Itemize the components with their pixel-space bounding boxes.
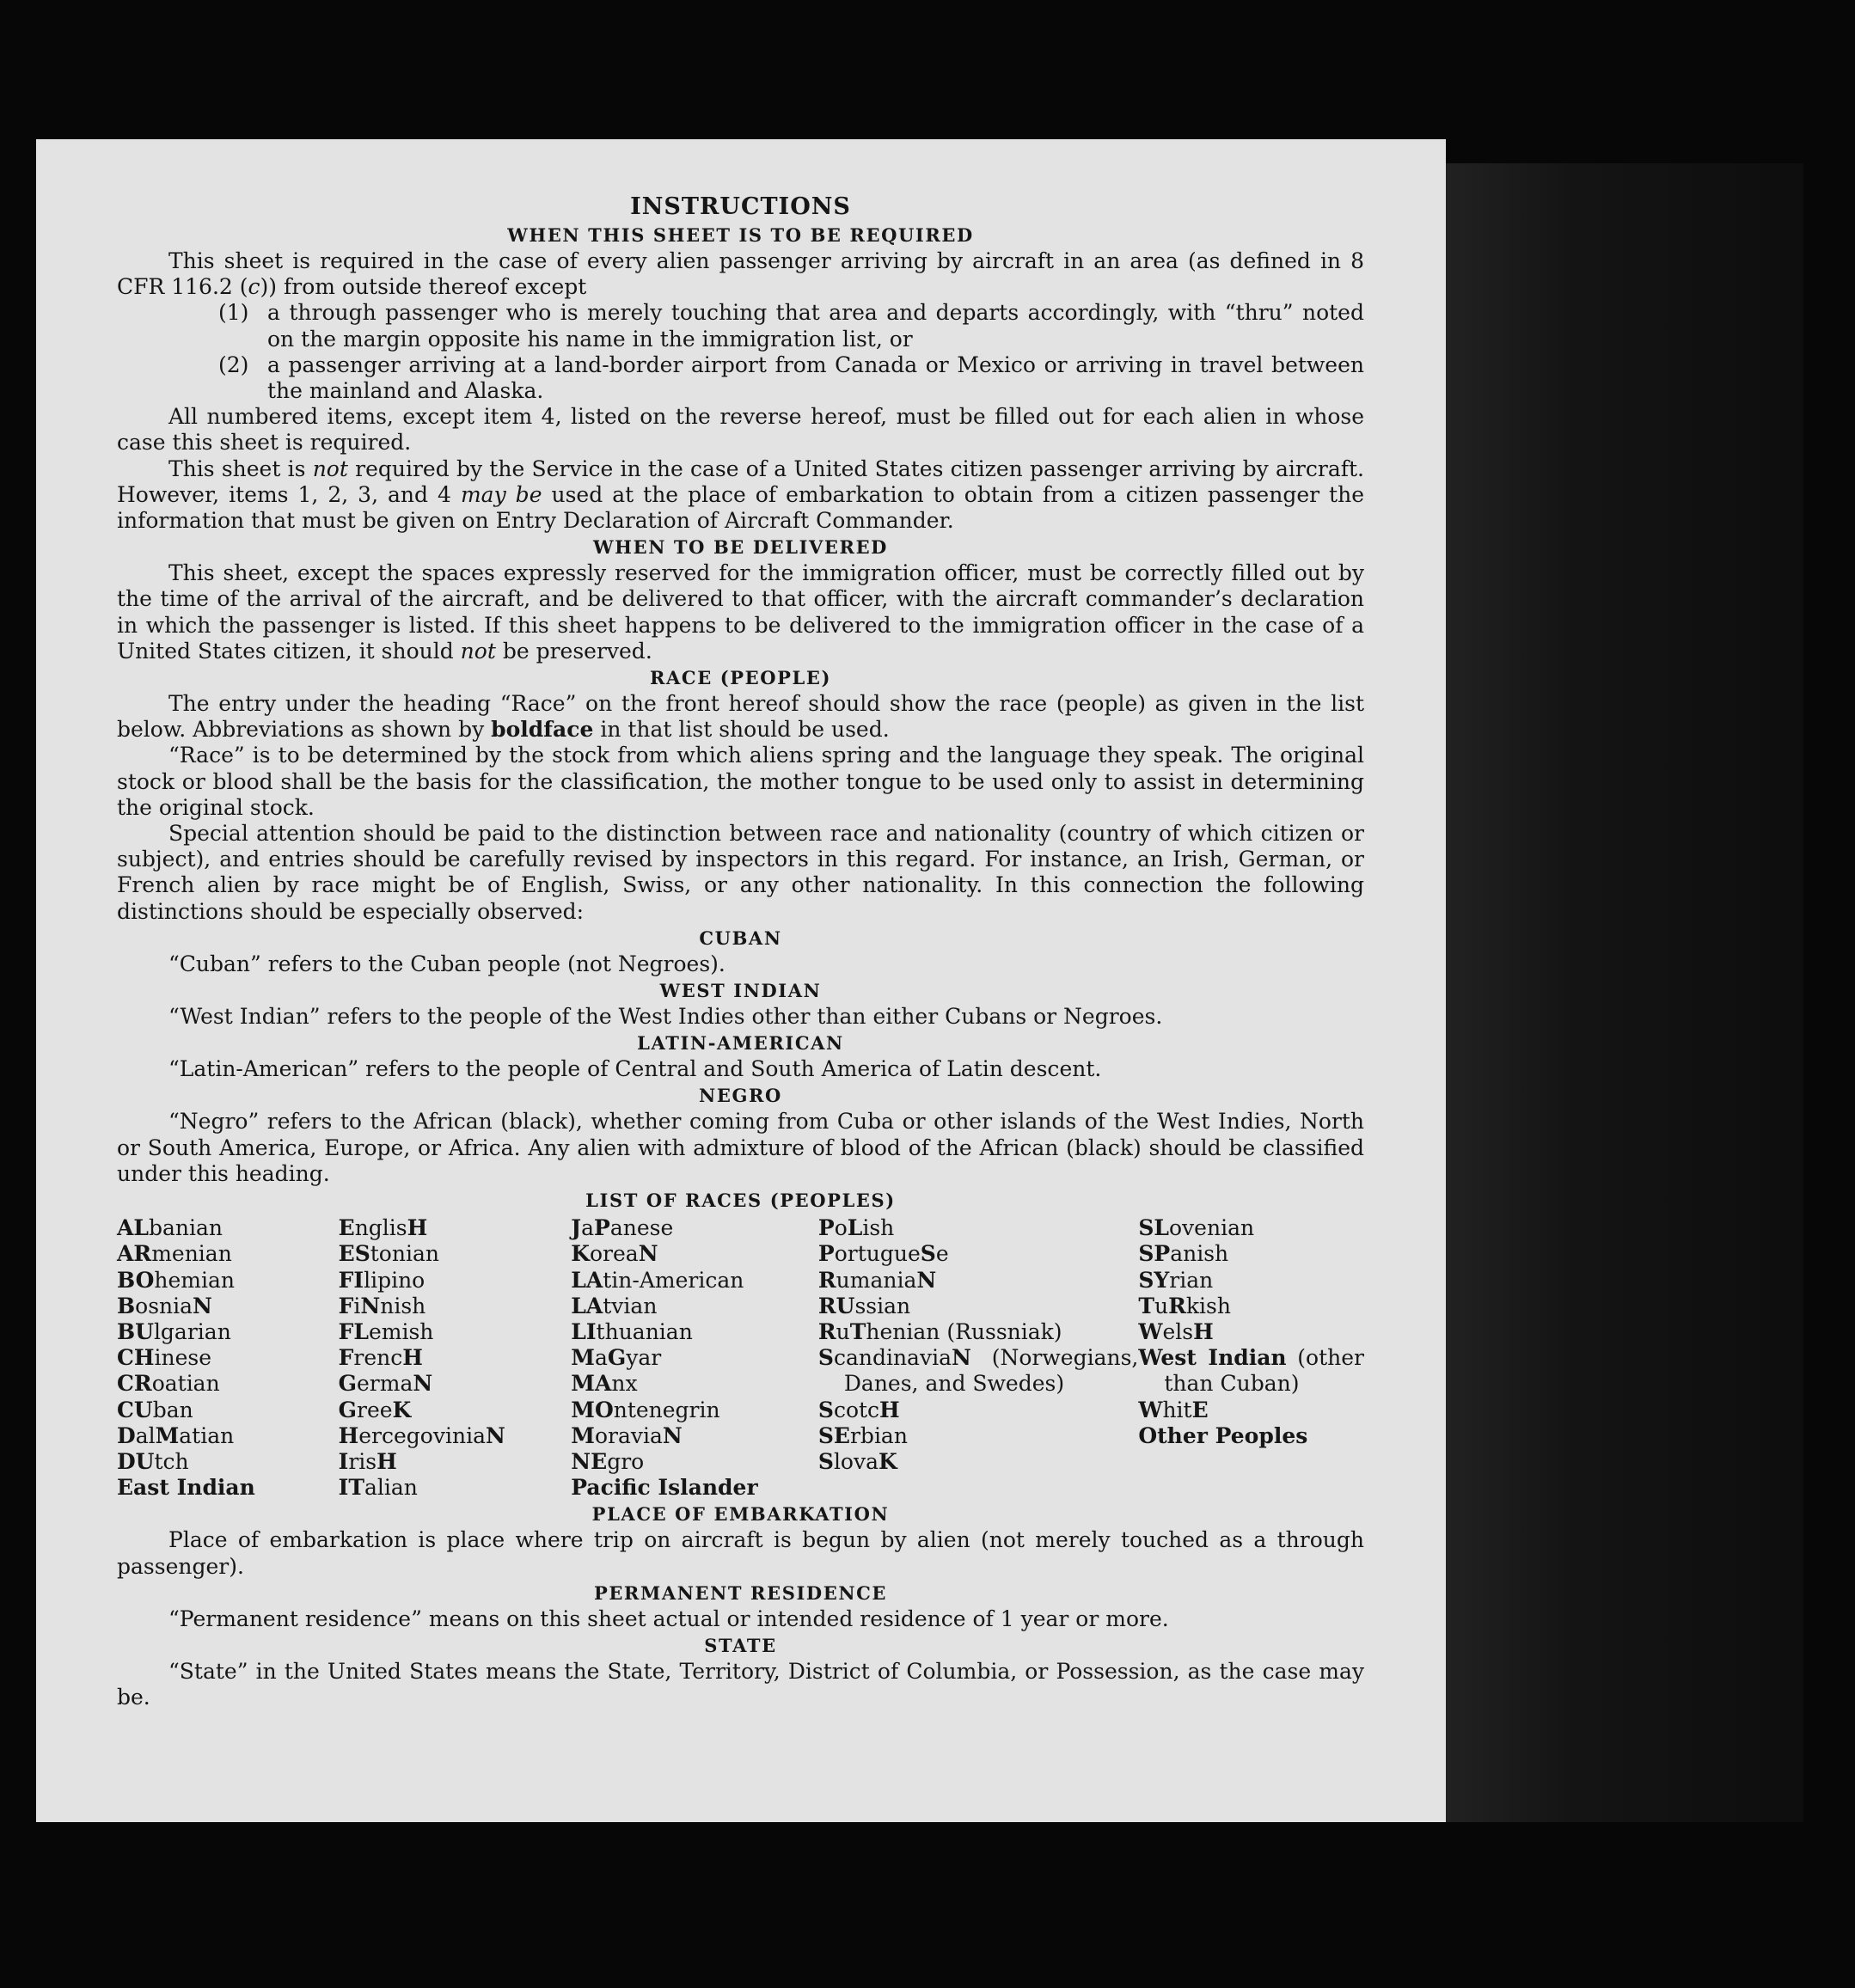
race-name-part: nx: [611, 1371, 638, 1397]
race-item: [818, 1449, 1138, 1475]
race-abbreviation: N: [916, 1267, 937, 1293]
race-abbreviation: N: [485, 1422, 505, 1448]
race-name-part: lova: [833, 1448, 879, 1474]
race-item: [339, 1319, 572, 1345]
race-abbreviation: P: [817, 1215, 835, 1241]
heading-race: RACE (PEOPLE): [649, 667, 832, 689]
race-item: [1138, 1294, 1364, 1319]
race-item: [571, 1371, 818, 1397]
race-abbreviation: S: [817, 1397, 834, 1422]
race-abbreviation: K: [571, 1241, 590, 1267]
race-item: [571, 1345, 818, 1371]
race-abbreviation: LA: [571, 1267, 603, 1293]
race-abbreviation: N: [360, 1293, 381, 1318]
race-item: [818, 1345, 1138, 1397]
heading-state: STATE: [704, 1634, 777, 1656]
race-abbreviation: N: [951, 1345, 971, 1371]
race-abbreviation: R: [817, 1267, 836, 1293]
race-item: [571, 1241, 818, 1267]
race-abbreviation: M: [155, 1422, 180, 1448]
race-name-part: anish: [1170, 1241, 1229, 1267]
race-abbreviation: LA: [571, 1293, 603, 1318]
paragraph-state: “State” in the United States means the State, Territory, District of Columbia, or Possession, as the case may be.: [117, 1658, 1364, 1710]
race-name-part: atian: [179, 1422, 235, 1448]
race-name-part: umania: [836, 1267, 917, 1293]
race-item: [818, 1241, 1138, 1267]
race-name-part: tonian: [370, 1241, 439, 1267]
paragraph-delivered: This sheet, except the spaces expressly reserved for the immigration officer, must be correctly filled out by the time of the arrival of the aircraft, and be delivered to that officer, with the aircraft commander’s declaration in which the passenger is listed. If this sheet happens to be delivered to the immigration officer in the case of a United States citizen, it should not be preserved.: [117, 560, 1364, 664]
race-name-part: banian: [148, 1215, 223, 1241]
race-item: [818, 1294, 1138, 1319]
race-item: [818, 1268, 1138, 1294]
race-abbreviation: J: [571, 1215, 582, 1241]
race-abbreviation: P: [817, 1241, 835, 1267]
paragraph-latin-american: “Latin-American” refers to the people of Central and South America of Latin descent.: [168, 1056, 1102, 1082]
race-abbreviation: H: [879, 1397, 900, 1422]
race-abbreviation: S: [920, 1241, 936, 1267]
race-abbreviation: W: [1138, 1397, 1163, 1422]
paragraph-negro: “Negro” refers to the African (black), whether coming from Cuba or other islands of the West Indies, North or South America, Europe, or Africa. Any alien with admixture of blood of the African (black) should be classified under this heading.: [117, 1109, 1364, 1186]
race-abbreviation: R: [817, 1318, 836, 1344]
paragraph-west-indian: “West Indian” refers to the people of the West Indies other than either Cubans or Negroes.: [168, 1004, 1163, 1030]
race-abbreviation: ES: [338, 1241, 370, 1267]
race-name-part: rbian: [849, 1422, 908, 1448]
race-item: [339, 1449, 572, 1475]
race-abbreviation: G: [338, 1397, 357, 1422]
race-name-part: yar: [626, 1345, 662, 1371]
race-abbreviation: East Indian: [117, 1475, 255, 1501]
race-name-part: nish: [380, 1293, 426, 1318]
race-item: [1138, 1268, 1364, 1294]
race-abbreviation: Other Peoples: [1138, 1422, 1308, 1448]
heading-cuban: CUBAN: [699, 927, 782, 949]
race-abbreviation: E: [338, 1215, 355, 1241]
race-abbreviation: DU: [117, 1448, 155, 1474]
race-name-part: els: [1162, 1318, 1194, 1344]
race-abbreviation: West Indian: [1138, 1345, 1287, 1371]
race-name-part: alian: [364, 1475, 418, 1501]
race-abbreviation: CR: [117, 1371, 152, 1397]
race-name-part: al: [135, 1422, 156, 1448]
race-abbreviation: F: [338, 1293, 354, 1318]
race-abbreviation: K: [392, 1397, 412, 1422]
race-abbreviation: B: [117, 1293, 136, 1318]
race-abbreviation: RU: [817, 1293, 855, 1318]
race-item: [339, 1241, 572, 1267]
race-name-part: menian: [151, 1241, 232, 1267]
paragraph-numbered-items: All numbered items, except item 4, listed on the reverse hereof, must be filled out for each alien in whose case this sheet is required.: [117, 404, 1364, 456]
instruction-sheet: [36, 139, 1446, 1822]
race-abbreviation: M: [571, 1422, 595, 1448]
race-abbreviation: I: [338, 1448, 349, 1474]
race-abbreviation: G: [607, 1345, 627, 1371]
race-name-part: gro: [607, 1448, 645, 1474]
heading-residence: PERMANENT RESIDENCE: [593, 1581, 888, 1604]
race-name-part: lgarian: [153, 1318, 231, 1344]
race-abbreviation: FI: [338, 1267, 364, 1293]
race-name-part: (Norwegians, Danes, and Swedes): [843, 1345, 1139, 1397]
race-abbreviation: CH: [117, 1345, 155, 1371]
race-name-part: oravia: [594, 1422, 663, 1448]
race-name-part: orea: [590, 1241, 639, 1267]
race-abbreviation: S: [817, 1345, 834, 1371]
race-column: [117, 1215, 339, 1501]
race-abbreviation: E: [1191, 1397, 1209, 1422]
race-item: [117, 1345, 339, 1371]
race-abbreviation: CU: [117, 1397, 153, 1422]
race-name-part: renc: [353, 1345, 403, 1371]
race-abbreviation: S: [817, 1448, 834, 1474]
race-name-part: ree: [357, 1397, 393, 1422]
race-abbreviation: SY: [1138, 1267, 1170, 1293]
race-abbreviation: W: [1138, 1318, 1163, 1344]
page-title: INSTRUCTIONS: [630, 193, 851, 220]
race-item: [339, 1268, 572, 1294]
race-name-part: ovenian: [1169, 1215, 1255, 1241]
race-abbreviation: SL: [1138, 1215, 1169, 1241]
race-item: [571, 1449, 818, 1475]
race-item: [571, 1215, 818, 1241]
race-name-part: rian: [1169, 1267, 1214, 1293]
race-abbreviation: M: [571, 1345, 595, 1371]
heading-west-indian: WEST INDIAN: [659, 980, 822, 1002]
race-abbreviation: D: [117, 1422, 136, 1448]
race-name-part: hemian: [154, 1267, 235, 1293]
race-abbreviation: T: [849, 1318, 866, 1344]
paragraph-embarkation: Place of embarkation is place where trip on aircraft is begun by alien (not merely touched as a through passenger).: [117, 1527, 1364, 1579]
race-name-part: o: [834, 1215, 848, 1241]
background-page-edge: [1442, 163, 1803, 1822]
race-item: [571, 1398, 818, 1423]
race-item: [1138, 1319, 1364, 1345]
race-item: [339, 1398, 572, 1423]
race-name-part: candinavia: [833, 1345, 952, 1371]
race-column: [1138, 1215, 1364, 1501]
race-item: [1138, 1423, 1364, 1449]
race-item: [339, 1475, 572, 1501]
race-item: [571, 1423, 818, 1449]
race-abbreviation: AL: [117, 1215, 149, 1241]
paragraph-race-1: The entry under the heading “Race” on the front hereof should show the race (people) as given in the list below. Abbreviations as shown by boldface in that list should be used.: [117, 691, 1364, 743]
race-item: [117, 1294, 339, 1319]
race-item: [339, 1371, 572, 1397]
race-name-part: tin-American: [603, 1267, 744, 1293]
race-name-part: tvian: [603, 1293, 658, 1318]
race-abbreviation: SE: [817, 1422, 850, 1448]
race-item: [117, 1319, 339, 1345]
race-abbreviation: H: [407, 1215, 428, 1241]
race-item: [1138, 1398, 1364, 1423]
race-name-part: (other than Cuban): [1164, 1345, 1364, 1397]
race-abbreviation: K: [879, 1448, 897, 1474]
race-item: [339, 1294, 572, 1319]
race-name-part: osnia: [135, 1293, 193, 1318]
race-item: [818, 1423, 1138, 1449]
race-abbreviation: N: [413, 1371, 433, 1397]
race-column: [818, 1215, 1138, 1501]
race-abbreviation: H: [377, 1448, 397, 1474]
race-abbreviation: AR: [117, 1241, 152, 1267]
race-name-part: u: [836, 1318, 850, 1344]
race-name-part: i: [353, 1293, 361, 1318]
race-name-part: inese: [154, 1345, 212, 1371]
heading-list-of-races: LIST OF RACES (PEOPLES): [585, 1190, 896, 1212]
race-item: [339, 1423, 572, 1449]
race-list: [117, 1215, 1364, 1501]
race-item: [818, 1398, 1138, 1423]
race-abbreviation: LI: [571, 1318, 597, 1344]
heading-latin-american: LATIN-AMERICAN: [637, 1032, 844, 1055]
race-abbreviation: G: [338, 1371, 357, 1397]
heading-negro: NEGRO: [699, 1085, 782, 1107]
exception-item-1: (1) a through passenger who is merely touching that area and departs accordingly, with “thru” noted on the margin opposite his name in the immigration list, or: [218, 300, 1364, 352]
race-name-part: tch: [154, 1448, 189, 1474]
race-item: [117, 1398, 339, 1423]
race-item: [1138, 1345, 1364, 1397]
race-abbreviation: SP: [1138, 1241, 1171, 1267]
race-item: [117, 1475, 339, 1501]
race-name-part: ntenegrin: [613, 1397, 720, 1422]
race-item: [571, 1268, 818, 1294]
race-item: [818, 1319, 1138, 1345]
race-abbreviation: MO: [571, 1397, 614, 1422]
race-name-part: thuanian: [596, 1318, 693, 1344]
race-abbreviation: N: [662, 1422, 683, 1448]
race-name-part: ssian: [854, 1293, 911, 1318]
race-name-part: a: [581, 1215, 595, 1241]
paragraph-cuban: “Cuban” refers to the Cuban people (not Negroes).: [168, 951, 725, 976]
heading-when-required: WHEN THIS SHEET IS TO BE REQUIRED: [507, 224, 974, 246]
race-abbreviation: F: [338, 1345, 354, 1371]
race-item: [117, 1449, 339, 1475]
race-name-part: ban: [152, 1397, 193, 1422]
race-item: [571, 1475, 818, 1501]
race-abbreviation: L: [847, 1215, 863, 1241]
paragraph-required: This sheet is required in the case of every alien passenger arriving by aircraft in an area (as defined in 8 CFR 116.2 (c)) from outside thereof except: [117, 248, 1364, 300]
race-item: [339, 1345, 572, 1371]
race-name-part: kish: [1185, 1293, 1231, 1318]
race-name-part: lipino: [364, 1267, 425, 1293]
paragraph-residence: “Permanent residence” means on this sheet actual or intended residence of 1 year or more.: [168, 1606, 1169, 1631]
race-item: [117, 1423, 339, 1449]
race-name-part: emish: [368, 1318, 434, 1344]
race-abbreviation: T: [1138, 1293, 1154, 1318]
race-name-part: ish: [862, 1215, 895, 1241]
heading-embarkation: PLACE OF EMBARKATION: [591, 1503, 890, 1526]
race-abbreviation: N: [638, 1241, 658, 1267]
race-abbreviation: FL: [338, 1318, 369, 1344]
heading-when-delivered: WHEN TO BE DELIVERED: [592, 536, 888, 559]
race-name-part: ris: [348, 1448, 377, 1474]
race-name-part: cotc: [833, 1397, 880, 1422]
race-name-part: erma: [357, 1371, 413, 1397]
paragraph-citizen: This sheet is not required by the Service in the case of a United States citizen passenger arriving by aircraft. However, items 1, 2, 3, and 4 may be used at the place of embarkation to obtain from a citizen passenger the information that must be given on Entry Declaration of Aircraft Commander.: [117, 456, 1365, 534]
race-name-part: ortugue: [834, 1241, 921, 1267]
race-name-part: a: [594, 1345, 608, 1371]
paragraph-race-3: Special attention should be paid to the distinction between race and nationality (country of which citizen or subject), and entries should be carefully revised by inspectors in this regard. For instance, an Irish, German, or French alien by race might be of English, Swiss, or any other nationality. In this connection the following distinctions should be especially observed:: [117, 821, 1364, 924]
race-abbreviation: H: [1193, 1318, 1214, 1344]
paragraph-race-2: “Race” is to be determined by the stock from which aliens spring and the language they speak. The original stock or blood shall be the basis for the classification, the mother tongue to be used only to assist in determining the original stock.: [117, 743, 1364, 820]
race-item: [1138, 1241, 1364, 1267]
race-column: [571, 1215, 818, 1501]
race-abbreviation: NE: [571, 1448, 608, 1474]
exception-item-2: (2) a passenger arriving at a land-border airport from Canada or Mexico or arriving in travel between the mainland and Alaska.: [218, 352, 1364, 404]
race-abbreviation: H: [338, 1422, 359, 1448]
race-item: [339, 1215, 572, 1241]
race-name-part: henian (Russniak): [866, 1318, 1062, 1344]
race-item: [117, 1268, 339, 1294]
race-item: [571, 1294, 818, 1319]
race-abbreviation: P: [594, 1215, 610, 1241]
race-abbreviation: MA: [571, 1371, 612, 1397]
race-abbreviation: R: [1168, 1293, 1186, 1318]
race-name-part: ercegovinia: [358, 1422, 486, 1448]
race-name-part: e: [935, 1241, 949, 1267]
race-item: [117, 1215, 339, 1241]
race-abbreviation: Pacific Islander: [571, 1475, 758, 1501]
race-abbreviation: H: [402, 1345, 423, 1371]
race-abbreviation: N: [193, 1293, 212, 1318]
race-name-part: hit: [1162, 1397, 1192, 1422]
race-name-part: u: [1154, 1293, 1169, 1318]
race-abbreviation: BU: [117, 1318, 154, 1344]
race-item: [1138, 1215, 1364, 1241]
race-abbreviation: IT: [338, 1475, 364, 1501]
race-item: [117, 1371, 339, 1397]
race-item: [117, 1241, 339, 1267]
race-abbreviation: BO: [117, 1267, 155, 1293]
race-item: [571, 1319, 818, 1345]
race-name-part: nglis: [354, 1215, 407, 1241]
race-item: [818, 1215, 1138, 1241]
race-name-part: anese: [609, 1215, 674, 1241]
race-column: [339, 1215, 572, 1501]
race-name-part: oatian: [151, 1371, 220, 1397]
